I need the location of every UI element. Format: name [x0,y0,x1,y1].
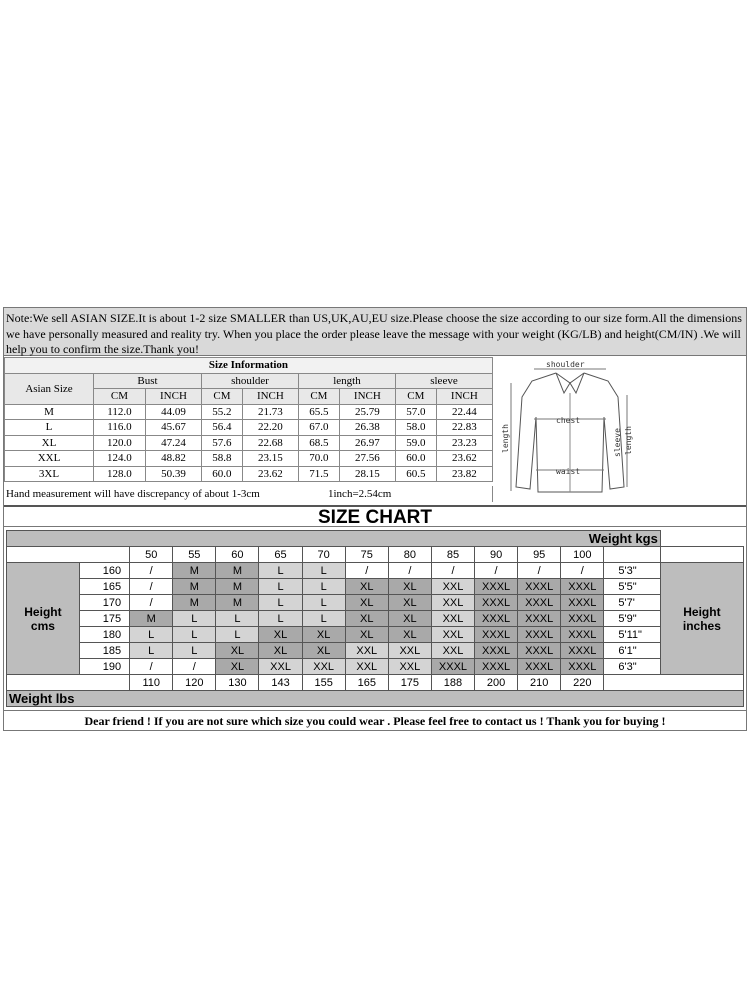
measurement-value: 28.15 [339,466,395,482]
weight-kgs-label: Weight kgs [7,531,661,547]
size-cell: / [173,659,216,675]
lbs-end-blank [604,675,744,691]
size-cell: XL [345,579,388,595]
label-sleeve: sleeve [613,428,622,457]
size-cell: XL [388,595,431,611]
measurement-value: 116.0 [94,420,146,436]
height-inches-line1: Height [683,604,721,619]
size-cell: XXXL [518,611,561,627]
size-cell: XXXL [475,595,518,611]
kgs-value: 65 [259,547,302,563]
measurement-value: 70.0 [298,451,339,467]
contact-footer: Dear friend ! If you are not sure which size you could wear . Please feel free to contact us ! Thank you for buying ! [4,710,746,731]
size-cell: XXXL [475,579,518,595]
unit-header: CM [202,389,243,405]
kgs-corner [7,547,130,563]
measurement-value: 48.82 [145,451,201,467]
size-info-row [5,420,493,436]
size-cell: M [130,611,173,627]
label-chest: chest [556,416,581,425]
measurement-value: 56.4 [202,420,243,436]
inch-conversion: 1inch=2.54cm [328,488,392,500]
size-information-table [4,357,493,482]
size-cell: XXL [431,595,474,611]
size-cell: XXXL [475,611,518,627]
lbs-value: 120 [173,675,216,691]
label-shoulder: shoulder [546,360,585,369]
hand-measurement-note [4,486,493,502]
size-cell: XL [216,643,259,659]
measurement-value: 27.56 [339,451,395,467]
size-cell: L [216,611,259,627]
size-cell: XXL [388,643,431,659]
unit-header: INCH [339,389,395,405]
size-cell: L [173,611,216,627]
kgs-value: 75 [345,547,388,563]
height-cm-value: 165 [79,579,129,595]
size-guide [3,307,747,731]
size-cell: M [173,563,216,579]
measurement-value: 22.20 [242,420,298,436]
height-row [7,611,744,627]
size-cell: XXL [345,643,388,659]
measurement-value: 57.0 [395,404,436,420]
height-inches-line2: inches [682,618,721,633]
unit-header: CM [298,389,339,405]
size-cell: L [259,611,302,627]
kgs-value: 85 [431,547,474,563]
height-cm-value: 180 [79,627,129,643]
size-cell: XXXL [475,627,518,643]
size-cell: L [173,643,216,659]
group-shoulder: shoulder [202,373,299,389]
measurement-value: 112.0 [94,404,146,420]
size-cell: / [130,579,173,595]
measurement-value: 124.0 [94,451,146,467]
size-cell: L [302,595,345,611]
lbs-value: 210 [518,675,561,691]
lbs-value: 175 [388,675,431,691]
kgs-value: 90 [475,547,518,563]
kgs-value: 55 [173,547,216,563]
size-cell: XXXL [518,643,561,659]
size-cell: M [173,595,216,611]
height-inch-value: 5'3" [604,563,660,579]
label-length: length [501,424,510,453]
measurement-value: 128.0 [94,466,146,482]
measurement-value: 22.83 [436,420,492,436]
size-cell: L [302,563,345,579]
measurement-value: 44.09 [145,404,201,420]
size-cell: L [216,627,259,643]
lbs-value: 165 [345,675,388,691]
size-cell: XXXL [561,643,604,659]
label-sleeve-length: length [624,426,633,455]
measurement-value: 23.62 [242,466,298,482]
size-cell: XL [345,611,388,627]
size-cell: / [431,563,474,579]
measurement-value: 22.68 [242,435,298,451]
size-cell: XXXL [561,579,604,595]
size-cell: / [130,595,173,611]
measurement-value: 68.5 [298,435,339,451]
lbs-value: 130 [216,675,259,691]
size-cell: XXL [431,627,474,643]
measurement-value: 59.0 [395,435,436,451]
size-cell: XL [259,627,302,643]
measurement-value: 23.23 [436,435,492,451]
measurement-value: 26.38 [339,420,395,436]
height-inch-value: 5'7' [604,595,660,611]
size-cell: XXL [431,611,474,627]
unit-header: INCH [242,389,298,405]
height-inch-value: 5'9" [604,611,660,627]
lbs-value: 110 [130,675,173,691]
size-label: XXL [5,451,94,467]
kgs-value: 95 [518,547,561,563]
weight-kgs-header-row [7,531,744,547]
measurement-value: 57.6 [202,435,243,451]
kgs-inch-blank [604,547,660,563]
height-row [7,643,744,659]
size-cell: XL [302,627,345,643]
size-cell: M [216,563,259,579]
kgs-value: 60 [216,547,259,563]
shirt-measurement-diagram [494,357,746,503]
height-cm-value: 175 [79,611,129,627]
size-cell: XXXL [518,659,561,675]
measurement-value: 71.5 [298,466,339,482]
measurement-value: 55.2 [202,404,243,420]
lbs-value: 188 [431,675,474,691]
size-cell: M [216,579,259,595]
hand-note-text: Hand measurement will have discrepancy of about 1-3cm [6,488,260,500]
height-inches-label [660,563,743,675]
group-sleeve: sleeve [395,373,492,389]
kgs-value: 80 [388,547,431,563]
size-info-title: Size Information [5,358,493,374]
size-cell: XXL [431,579,474,595]
measurement-value: 21.73 [242,404,298,420]
kgs-value: 100 [561,547,604,563]
height-cm-value: 185 [79,643,129,659]
measurement-value: 23.62 [436,451,492,467]
size-cell: XL [345,627,388,643]
height-cm-value: 170 [79,595,129,611]
measurement-value: 60.5 [395,466,436,482]
measurement-value: 60.0 [395,451,436,467]
measurement-value: 58.0 [395,420,436,436]
size-label: 3XL [5,466,94,482]
size-cell: / [345,563,388,579]
size-cell: / [561,563,604,579]
size-info-row [5,466,493,482]
unit-header: INCH [145,389,201,405]
size-cell: L [259,579,302,595]
kgs-row [7,547,744,563]
size-cell: XXXL [518,595,561,611]
measurement-value: 58.8 [202,451,243,467]
size-cell: XXXL [561,627,604,643]
size-chart-title: SIZE CHART [4,505,746,527]
height-cms-label [7,563,80,675]
size-label: M [5,404,94,420]
size-cell: XXXL [518,627,561,643]
group-bust: Bust [94,373,202,389]
height-inch-value: 5'5" [604,579,660,595]
size-cell: / [130,563,173,579]
height-cms-line2: cms [30,618,55,633]
size-cell: XXXL [561,659,604,675]
measurement-value: 50.39 [145,466,201,482]
size-info-row [5,451,493,467]
size-chart-table [6,530,744,707]
size-cell: XXXL [475,659,518,675]
size-cell: XXL [388,659,431,675]
measurement-value: 65.5 [298,404,339,420]
size-cell: L [259,563,302,579]
size-cell: XL [259,643,302,659]
measurement-value: 23.15 [242,451,298,467]
size-cell: XXL [431,643,474,659]
size-cell: M [173,579,216,595]
size-cell: XL [388,579,431,595]
weight-lbs-row [7,691,744,707]
lbs-corner [7,675,130,691]
measurement-value: 22.44 [436,404,492,420]
unit-header: INCH [436,389,492,405]
height-row [7,659,744,675]
size-info-rows [5,404,493,482]
height-inch-value: 6'1" [604,643,660,659]
height-cm-value: 190 [79,659,129,675]
size-cell: XL [302,643,345,659]
size-cell: XXL [345,659,388,675]
size-cell: M [216,595,259,611]
size-cell: XL [216,659,259,675]
size-cell: XXXL [518,579,561,595]
height-cm-value: 160 [79,563,129,579]
size-cell: XXXL [431,659,474,675]
label-waist: waist [556,467,581,476]
height-inch-value: 6'3" [604,659,660,675]
weight-lbs-label: Weight lbs [7,691,744,707]
size-cell: L [173,627,216,643]
kgs-end-blank [660,547,743,563]
height-row [7,579,744,595]
size-info-row [5,404,493,420]
size-info-row [5,435,493,451]
lbs-value: 143 [259,675,302,691]
kgs-value: 50 [130,547,173,563]
asian-size-label: Asian Size [5,373,94,404]
size-cell: / [518,563,561,579]
height-row [7,627,744,643]
size-cell: XL [388,611,431,627]
size-label: L [5,420,94,436]
height-cms-line1: Height [24,604,62,619]
size-cell: / [475,563,518,579]
size-cell: / [388,563,431,579]
size-cell: L [302,579,345,595]
size-cell: XXXL [475,643,518,659]
height-row [7,563,744,579]
lbs-value: 220 [561,675,604,691]
size-cell: XXL [302,659,345,675]
measurement-value: 45.67 [145,420,201,436]
lbs-value: 200 [475,675,518,691]
size-cell: L [130,627,173,643]
size-cell: XXXL [561,595,604,611]
size-cell: / [130,659,173,675]
lbs-value: 155 [302,675,345,691]
kgs-value: 70 [302,547,345,563]
measurement-value: 23.82 [436,466,492,482]
size-cell: L [259,595,302,611]
size-cell: XXXL [561,611,604,627]
size-cell: XXL [259,659,302,675]
size-note: Note:We sell ASIAN SIZE.It is about 1-2 size SMALLER than US,UK,AU,EU size.Please choose the size according to our size form.All the dimensions we have personally measured and reality try. When you place the order please leave the message with your weight (KG/LB) and height(CM/IN) .We will help you to confirm the size.Thank you! [4,308,746,356]
size-cell: XL [345,595,388,611]
measurement-value: 25.79 [339,404,395,420]
size-label: XL [5,435,94,451]
size-cell: XL [388,627,431,643]
height-inch-value: 5'11" [604,627,660,643]
size-cell: L [302,611,345,627]
lbs-row [7,675,744,691]
measurement-value: 120.0 [94,435,146,451]
measurement-value: 47.24 [145,435,201,451]
measurement-value: 60.0 [202,466,243,482]
size-cell: L [130,643,173,659]
group-length: length [298,373,395,389]
unit-header: CM [94,389,146,405]
unit-header: CM [395,389,436,405]
measurement-value: 26.97 [339,435,395,451]
measurement-value: 67.0 [298,420,339,436]
height-row [7,595,744,611]
